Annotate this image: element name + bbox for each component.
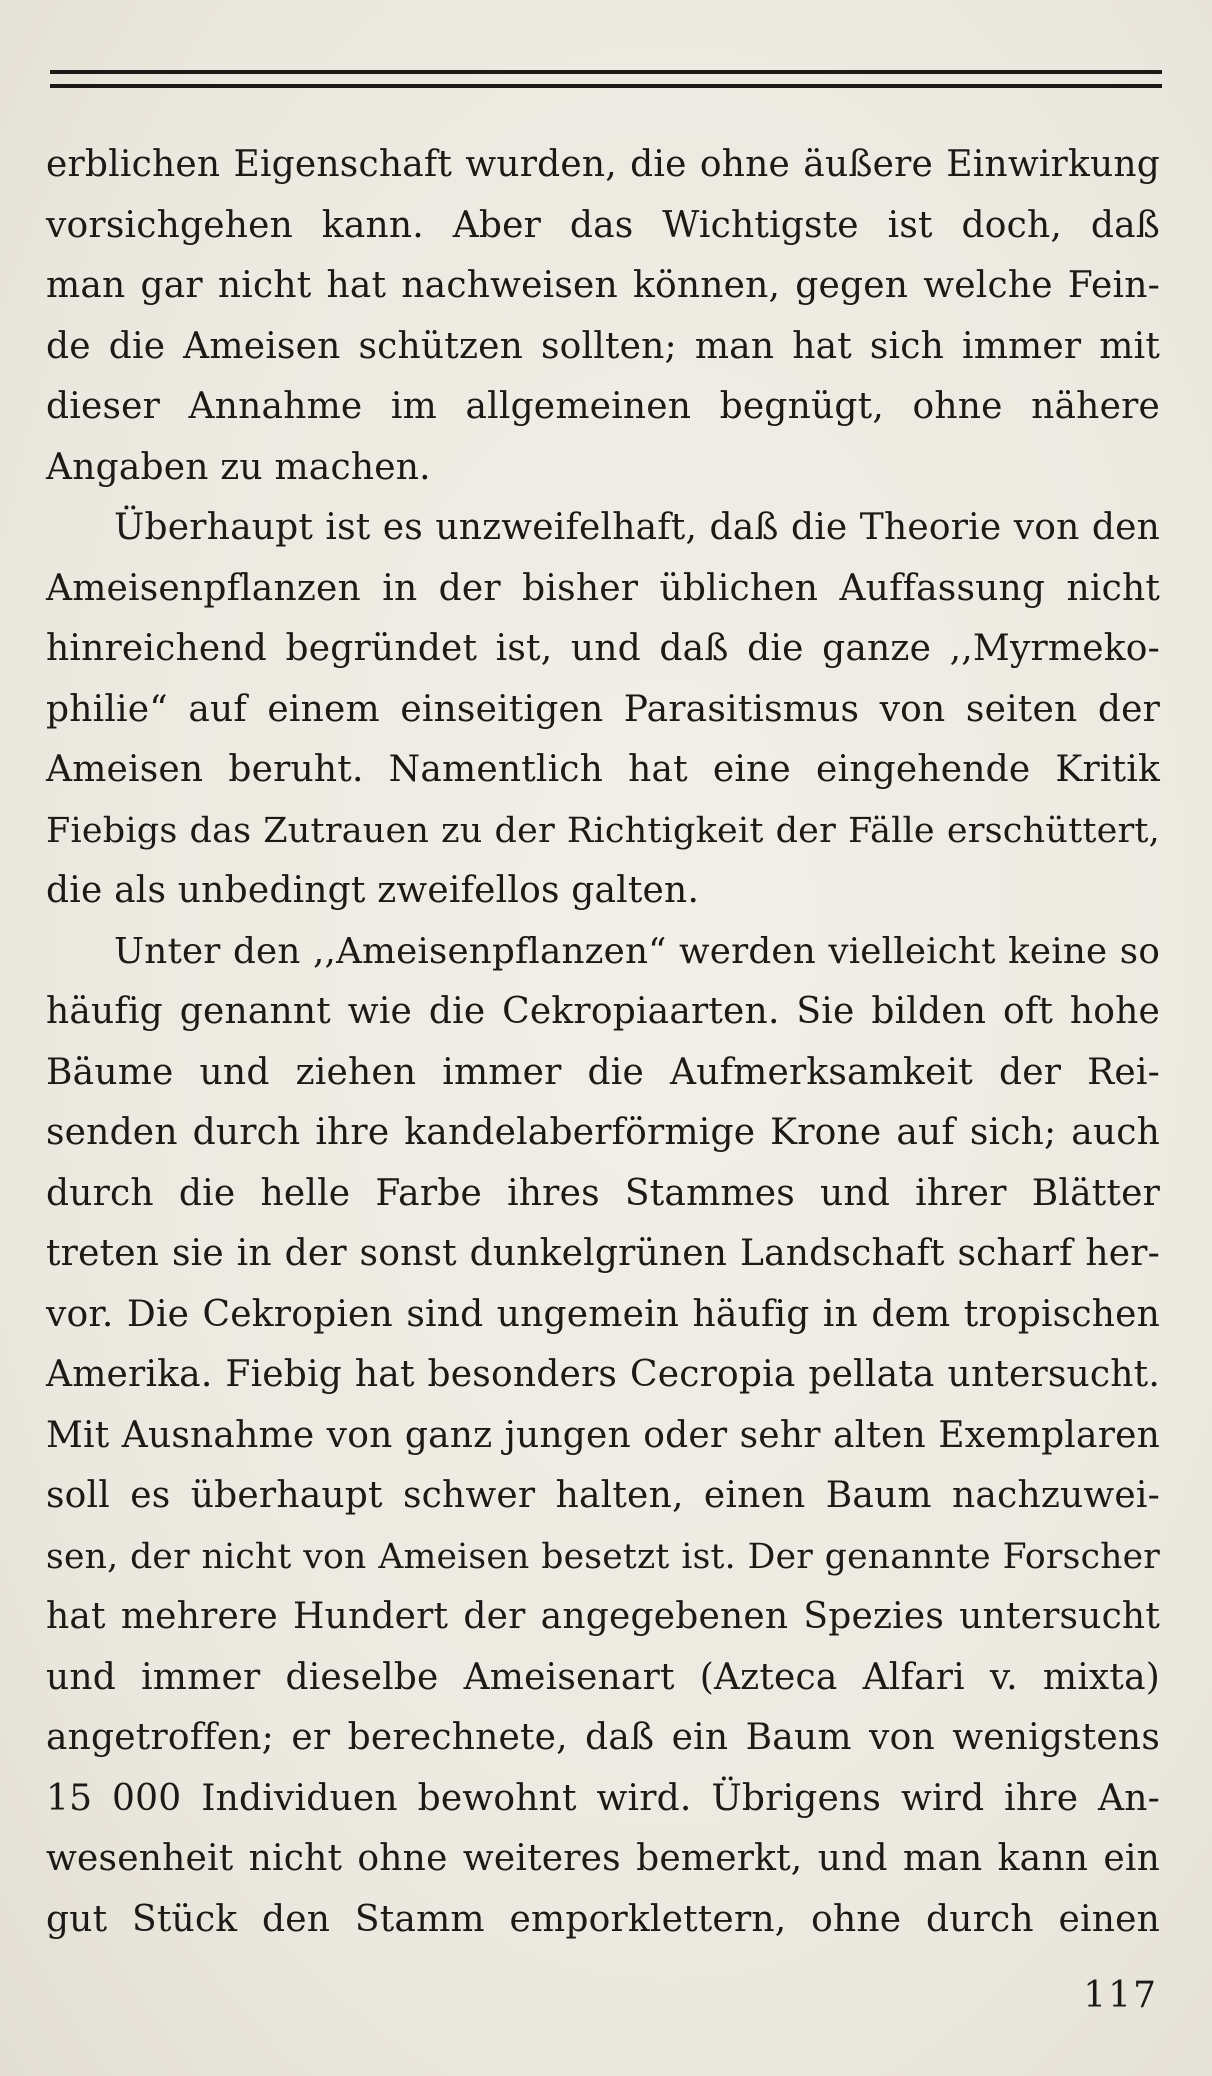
text-line: de die Ameisen schützen sollten; man hat sich immer mit: [46, 325, 1160, 367]
text-line: wesenheit nicht ohne weiteres bemerkt, und man kann ein: [46, 1838, 1160, 1879]
text-line: häufig genannt wie die Cekropiaarten. Sie bilden oft hohe: [46, 991, 1160, 1032]
text-line: und immer dieselbe Ameisenart (Azteca Alfari v. mixta): [46, 1656, 1160, 1698]
paragraph: [46, 498, 1160, 922]
text-line: Angaben zu machen.: [46, 446, 431, 488]
text-line: vorsichgehen kann. Aber das Wichtigste ist doch, daß: [46, 204, 1160, 246]
text-line: gut Stück den Stamm emporklettern, ohne durch einen: [46, 1898, 1160, 1940]
text-line: soll es überhaupt schwer halten, einen Baum nachzuwei-: [46, 1475, 1160, 1516]
paragraph: [46, 135, 1160, 498]
text-line: hat mehrere Hundert der angegebenen Spezies untersucht: [46, 1596, 1160, 1637]
text-line: durch die helle Farbe ihres Stammes und ihrer Blätter: [46, 1172, 1160, 1214]
text-line: sen, der nicht von Ameisen besetzt ist. Der genannte Forscher: [46, 1536, 1160, 1577]
text-line: philie“ auf einem einseitigen Parasitismus von seiten der: [46, 688, 1160, 730]
text-line: Ameisen beruht. Namentlich hat eine eingehende Kritik: [46, 749, 1160, 790]
text-line: Bäume und ziehen immer die Aufmerksamkeit der Rei-: [46, 1051, 1160, 1093]
text-line: Mit Ausnahme von ganz jungen oder sehr alten Exemplaren: [46, 1414, 1160, 1456]
text-line: dieser Annahme im allgemeinen begnügt, ohne nähere: [46, 386, 1160, 427]
text-line: senden durch ihre kandelaberförmige Krone auf sich; auch: [46, 1112, 1160, 1153]
text-line: treten sie in der sonst dunkelgrünen Landschaft scharf her-: [46, 1233, 1160, 1274]
text-line: Unter den ,,Ameisenpflanzen“ werden vielleicht keine so: [114, 930, 1160, 972]
text-line: erblichen Eigenschaft wurden, die ohne äußere Einwirkung: [46, 144, 1160, 185]
text-line: angetroffen; er berechnete, daß ein Baum von wenigstens: [46, 1717, 1160, 1758]
paragraph: [46, 922, 1160, 1951]
text-line: man gar nicht hat nachweisen können, gegen welche Fein-: [46, 265, 1160, 306]
text-line: Überhaupt ist es unzweifelhaft, daß die Theorie von den: [114, 507, 1160, 548]
text-line: hinreichend begründet ist, und daß die ganze ,,Myrmeko-: [46, 628, 1160, 669]
text-line: 15 000 Individuen bewohnt wird. Übrigens wird ihre An-: [46, 1777, 1160, 1819]
text-line: Fiebigs das Zutrauen zu der Richtigkeit der Fälle erschüttert,: [46, 810, 1160, 851]
header-rule-bottom: [50, 84, 1162, 88]
body-text: [46, 135, 1160, 1950]
header-rule-top: [50, 70, 1162, 74]
page-number: 117: [1083, 1975, 1158, 2016]
text-line: die als unbedingt zweifellos galten.: [46, 870, 700, 911]
text-line: Ameisenpflanzen in der bisher üblichen Auffassung nicht: [46, 567, 1160, 609]
text-line: vor. Die Cekropien sind ungemein häufig in dem tropischen: [46, 1293, 1160, 1335]
text-line: Amerika. Fiebig hat besonders Cecropia pellata untersucht.: [46, 1354, 1160, 1395]
